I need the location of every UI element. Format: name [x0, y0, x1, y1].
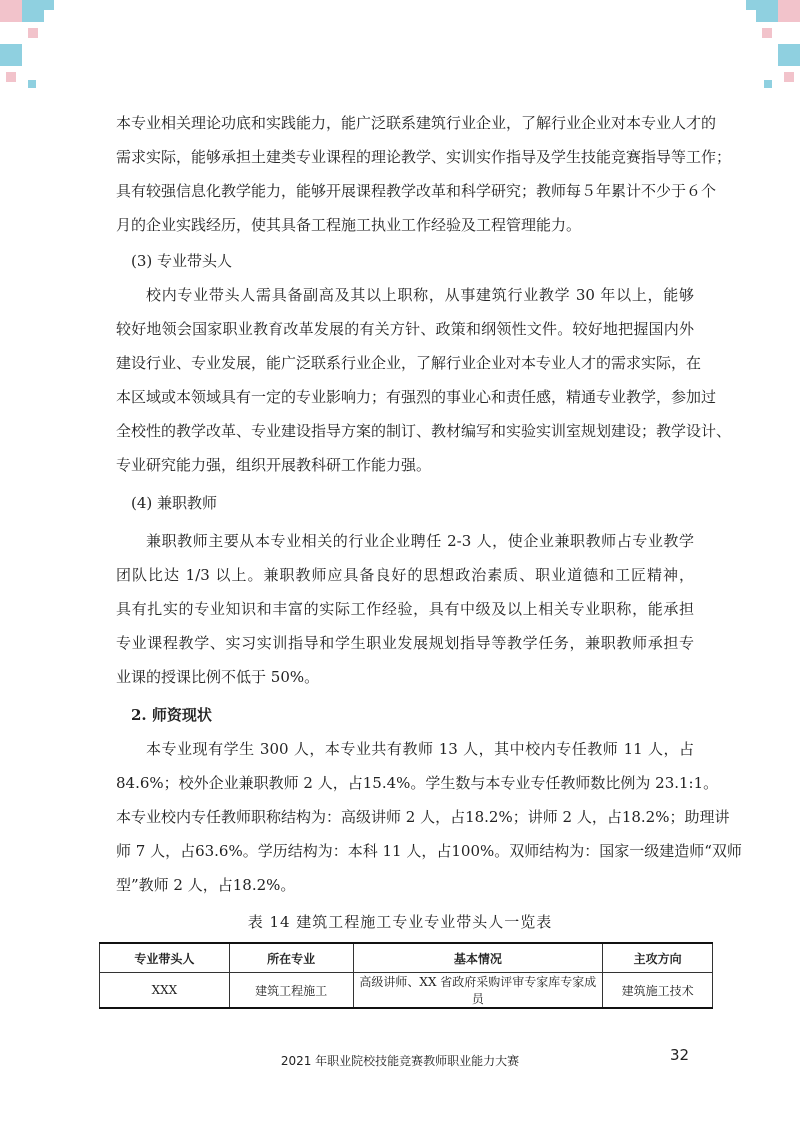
- table-header-cell: 所在专业: [229, 943, 353, 973]
- text-line: 全校性的教学改革、专业建设指导方案的制订、教材编写和实验实训室规划建设；教学设计、: [116, 422, 732, 440]
- text-line: 兼职教师主要从本专业相关的行业企业聘任 2-3 人，使企业兼职教师占专业教学: [146, 532, 694, 550]
- text-line: 84.6%；校外企业兼职教师 2 人，占15.4%。学生数与本专业专任教师数比例为 23.1:1。: [116, 774, 719, 792]
- text-line: 本专业现有学生 300 人，本专业共有教师 13 人，其中校内专任教师 11 人，占: [146, 740, 694, 758]
- paragraph-requirements: [116, 106, 732, 242]
- paragraph-leader: [116, 278, 732, 482]
- text-line: 本区域或本领域具有一定的专业影响力；有强烈的事业心和责任感，精通专业教学，参加过: [116, 388, 717, 406]
- text-line: 师 7 人，占63.6%。学历结构为：本科 11 人，占100%。双师结构为：国家一级建造师“双师: [116, 842, 742, 860]
- subheading-parttime: (4) 兼职教师: [131, 494, 218, 512]
- text-line: 具有较强信息化教学能力，能够开展课程教学改革和科学研究；教师每５年累计不少于６个: [116, 182, 717, 200]
- table-cell: 建筑施工技术: [603, 973, 713, 1009]
- table-header-cell: 基本情况: [353, 943, 603, 973]
- page-number: 32: [670, 1046, 690, 1064]
- text-line: 校内专业带头人需具备副高及其以上职称，从事建筑行业教学 30 年以上，能够: [146, 286, 694, 304]
- table-cell: 建筑工程施工: [229, 973, 353, 1009]
- table-header-row: [100, 943, 713, 973]
- text-line: 专业研究能力强，组织开展教科研工作能力强。: [116, 456, 432, 474]
- text-line: 月的企业实践经历，使其具备工程施工执业工作经验及工程管理能力。: [116, 216, 582, 234]
- text-line: 较好地领会国家职业教育改革发展的有关方针、政策和纲领性文件。较好地把握国内外: [116, 320, 694, 338]
- paragraph-parttime: [116, 524, 694, 694]
- text-line: 需求实际，能够承担土建类专业课程的理论教学、实训实作指导及学生技能竞赛指导等工作；: [116, 148, 732, 166]
- text-line: 专业课程教学、实习实训指导和学生职业发展规划指导等教学任务，兼职教师承担专: [116, 634, 694, 652]
- paragraph-faculty: [116, 732, 742, 902]
- text-line: 本专业相关理论功底和实践能力，能广泛联系建筑行业企业，了解行业企业对本专业人才的: [116, 114, 717, 132]
- text-line: 业课的授课比例不低于 50%。: [116, 668, 320, 686]
- section-heading-faculty: 2. 师资现状: [131, 706, 212, 724]
- text-line: 具有扎实的专业知识和丰富的实际工作经验，具有中级及以上相关专业职称，能承担: [116, 600, 694, 618]
- page-footer: 2021 年职业院校技能竞赛教师职业能力大赛: [280, 1054, 520, 1068]
- table-cell: XXX: [100, 973, 230, 1009]
- leader-table: [99, 942, 713, 1009]
- table-row: [100, 973, 713, 1009]
- table-caption: 表 14 建筑工程施工专业专业带头人一览表: [247, 913, 553, 931]
- table-cell: 高级讲师、XX 省政府采购评审专家库专家成员: [353, 973, 603, 1009]
- text-line: 型”教师 2 人，占18.2%。: [116, 876, 296, 894]
- subheading-leader: (3) 专业带头人: [131, 252, 233, 270]
- text-line: 建设行业、专业发展，能广泛联系行业企业，了解行业企业对本专业人才的需求实际，在: [116, 354, 702, 372]
- table-header-cell: 主攻方向: [603, 943, 713, 973]
- text-line: 团队比达 1/3 以上。兼职教师应具备良好的思想政治素质、职业道德和工匠精神，: [116, 566, 694, 584]
- table-header-cell: 专业带头人: [100, 943, 230, 973]
- text-line: 本专业校内专任教师职称结构为：高级讲师 2 人，占18.2%；讲师 2 人，占18.2%；助理讲: [116, 808, 730, 826]
